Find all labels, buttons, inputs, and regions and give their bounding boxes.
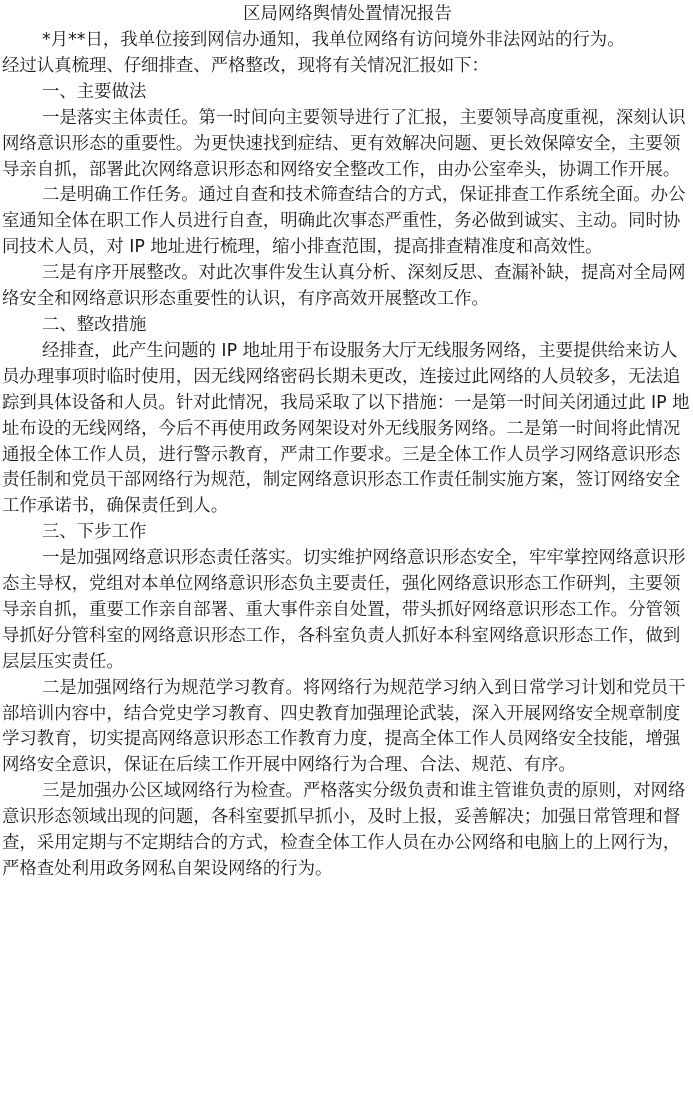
section-heading-next-steps: 三、下步工作 [42, 522, 147, 543]
paragraph-rectification: 三是有序开展整改。对此次事件发生认真分析、深刻反思、查漏补缺，提高对全局网络安全和网络意识形态重要性的认识，有序高效开展整改工作。 [2, 263, 686, 310]
intro-line-2: 经过认真梳理、仔细排查、严格整改，现将有关情况汇报如下： [2, 55, 489, 76]
paragraph-tasks: 二是明确工作任务。通过自查和技术筛查结合的方式，保证排查工作系统全面。办公室通知全体在职工作人员进行自查，明确此次事态严重性，务必做到诚实、主动。同时协同技术人员，对 IP 地址进行梳理，缩小排查范围，提高排查精准度和高效性。 [2, 185, 686, 258]
paragraph-ideology-responsibility: 一是加强网络意识形态责任落实。切实维护网络意识形态安全，牢牢掌控网络意识形态主导权，党组对本单位网络意识形态负主要责任，强化网络意识形态工作研判，主要领导亲自抓，重要工作亲自部署、重大事件亲自处置，带头抓好网络意识形态工作。分管领导抓好分管科室的网络意识形态工作，各科室负责人抓好本科室网络意识形态工作，做到层层压实责任。 [2, 548, 686, 672]
intro-line-1: *月**日，我单位接到网信办通知，我单位网络有访问境外非法网站的行为。 [42, 30, 625, 50]
paragraph-investigation: 经排查，此产生问题的 IP 地址用于布设服务大厅无线服务网络，主要提供给来访人员办理事项时临时使用，因无线网络密码长期未更改，连接过此网络的人员较多，无法追踪到具体设备和人员。针对此情况，我局采取了以下措施：一是第一时间关闭通过此 IP 地址布设的无线网络，今后不再使用政务网架设对外无线服务网络。二是第一时间将此情况通报全体工作人员，进行警示教育，严肃工作要求。三是全体工作人员学习网络意识形态责任制和党员干部网络行为规范，制定网络意识形态工作责任制实施方案，签订网络安全工作承诺书，确保责任到人。 [2, 340, 690, 517]
paragraph-responsibility: 一是落实主体责任。第一时间向主要领导进行了汇报，主要领导高度重视，深刻认识网络意识形态的重要性。为更快速找到症结、更有效解决问题、更长效保障安全，主要领导亲自抓，部署此次网络意识形态和网络安全整改工作，由办公室牵头，协调工作开展。 [2, 107, 686, 180]
paragraph-network-education: 二是加强网络行为规范学习教育。将网络行为规范学习纳入到日常学习计划和党员干部培训内容中，结合党史学习教育、四史教育加强理论武装，深入开展网络安全规章制度学习教育，切实提高网络意识形态工作教育力度，提高全体工作人员网络安全技能，增强网络安全意识，保证在后续工作开展中网络行为合理、合法、规范、有序。 [2, 677, 686, 776]
section-heading-main-practices: 一、主要做法 [42, 81, 147, 102]
paragraph-office-inspection: 三是加强办公区域网络行为检查。严格落实分级负责和谁主管谁负责的原则，对网络意识形态领域出现的问题，各科室要抓早抓小，及时上报，妥善解决；加强日常管理和督查，采用定期与不定期结合的方式，检查全体工作人员在办公网络和电脑上的上网行为，严格查处利用政务网私自架设网络的行为。 [2, 781, 686, 879]
section-heading-measures: 二、整改措施 [42, 314, 147, 335]
document-title: 区局网络舆情处置情况报告 [243, 4, 452, 24]
